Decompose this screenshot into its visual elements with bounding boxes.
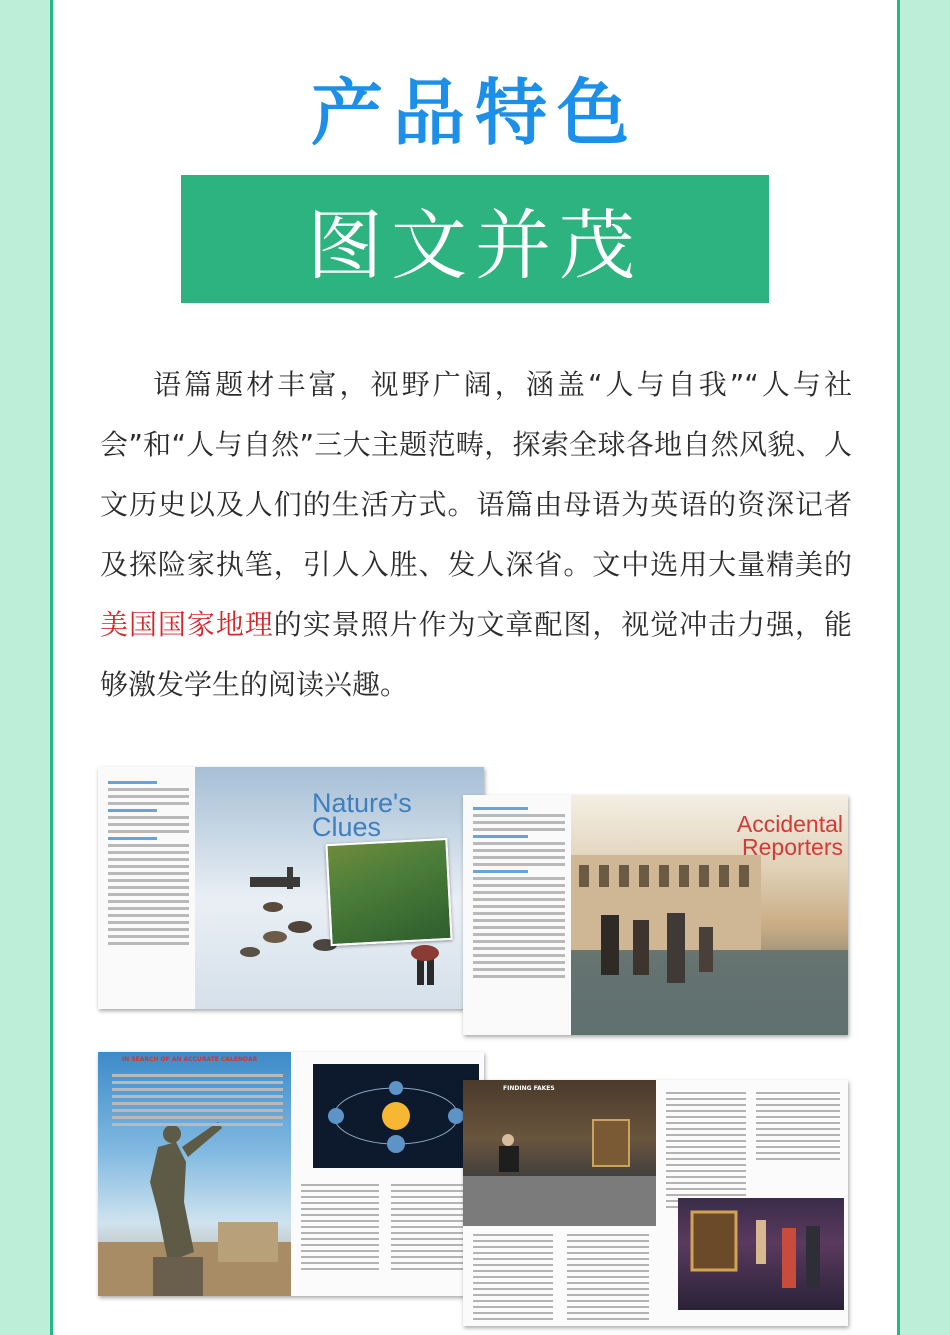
book-spread-natures-clues (98, 767, 484, 1009)
description-paragraph (100, 355, 852, 715)
spread-left-page (98, 767, 195, 1009)
auction-photo (463, 1080, 656, 1226)
natures-clues-title: Nature's Clues (312, 788, 412, 842)
page-title: 产品特色 (310, 71, 639, 155)
orbit-illustration (313, 1064, 479, 1168)
auction-illustration (463, 1080, 656, 1226)
venice-photo (571, 795, 848, 1035)
section-banner (181, 175, 769, 303)
seasons-diagram (313, 1064, 479, 1168)
spread-left-text (463, 1226, 656, 1326)
book-spread-accidental-reporters (463, 795, 848, 1035)
paragraph-highlight: 美国国家地理 (100, 608, 274, 641)
accidental-reporters-title: Accidental Reporters (736, 811, 843, 860)
calendar-header: IN SEARCH OF AN ACCURATE CALENDAR (122, 1056, 258, 1063)
panel-border-left (50, 0, 53, 1335)
spread-right-page (656, 1080, 848, 1326)
paragraph-lead: 语篇题材丰富，视野广阔，涵盖“人与自我”“人与社会”和“人与自然”三大主题范畴，探索全球各地自然风貌、人文历史以及人们的生活方式。语篇由母语为英语的资深记者及探险家执笔，引人入胜、发人深省。文中选用大量精美的 (100, 368, 852, 581)
spread-right-page (291, 1052, 484, 1296)
gallery-photo (678, 1198, 844, 1310)
book-spread-finding-fakes (463, 1080, 848, 1326)
gallery-illustration (678, 1198, 844, 1310)
snow-photo (195, 767, 484, 1009)
spread-left-page (463, 795, 571, 1035)
paragraph-tail: 的实景照片作为文章配图，视觉冲击力强，能够激发学生的阅读兴趣。 (100, 608, 852, 701)
fakes-header: FINDING FAKES (503, 1085, 555, 1092)
section-banner-label: 图文并茂 (307, 200, 643, 290)
swamp-photo (325, 838, 452, 946)
statue-photo (98, 1052, 291, 1296)
panel-border-right (897, 0, 900, 1335)
book-spread-accurate-calendar (98, 1052, 484, 1296)
